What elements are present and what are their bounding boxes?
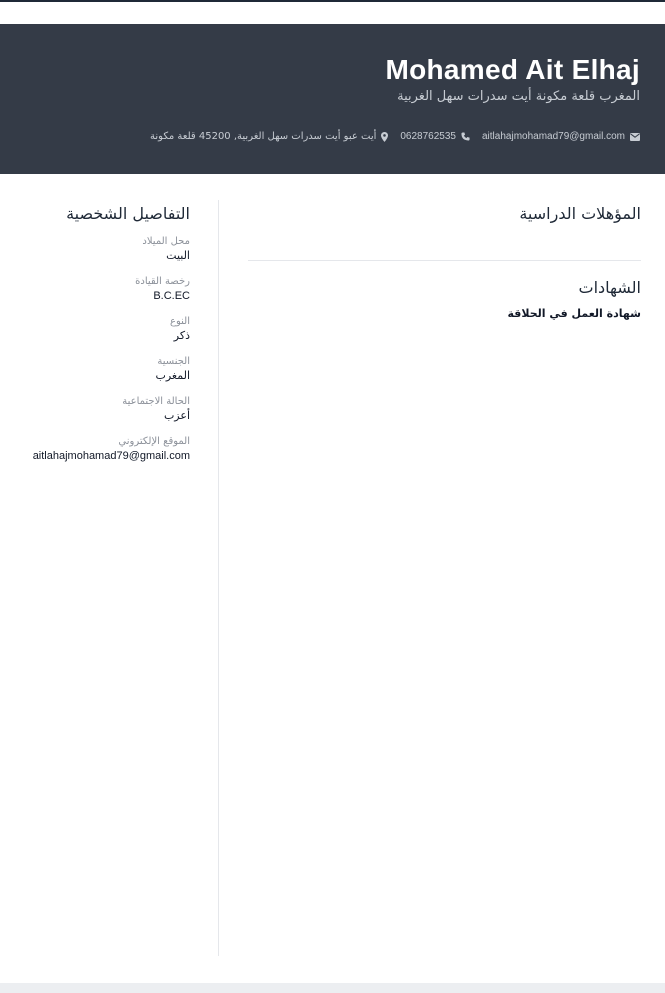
education-title: المؤهلات الدراسية	[519, 204, 641, 223]
certificates-section	[248, 278, 641, 320]
field-label: الجنسية	[157, 356, 190, 367]
field-value: B.C.EC	[153, 290, 190, 302]
contact-bar	[150, 131, 640, 142]
field-driving-license	[20, 275, 190, 303]
column-divider	[218, 200, 219, 956]
field-label: النوع	[170, 316, 190, 327]
contact-phone-text: 0628762535	[400, 131, 456, 142]
field-website	[20, 435, 190, 463]
section-separator	[248, 260, 641, 261]
contact-address	[150, 131, 388, 142]
education-section	[248, 204, 641, 223]
personal-details-title: التفاصيل الشخصية	[66, 204, 190, 223]
field-value: ذكر	[173, 329, 190, 342]
personal-details-column	[20, 200, 190, 475]
field-value-email[interactable]: aitlahajmohamad79@gmail.com	[32, 450, 190, 462]
field-label: الموقع الإلكتروني	[118, 436, 190, 447]
field-value: المغرب	[155, 369, 190, 382]
certificates-title: الشهادات	[578, 278, 641, 297]
envelope-icon	[630, 133, 640, 141]
field-birthplace	[20, 235, 190, 263]
field-label: رخصة القيادة	[135, 276, 190, 287]
contact-address-text: أيت عبو أيت سدرات سهل الغربية, 45200 قلعة مكونة	[150, 131, 377, 142]
bottom-border	[0, 983, 665, 993]
top-spacer	[0, 2, 665, 24]
field-nationality	[20, 355, 190, 383]
contact-phone[interactable]	[400, 131, 470, 142]
resume-header	[0, 24, 665, 174]
contact-email-text: aitlahajmohamad79@gmail.com	[482, 131, 625, 142]
certificate-item: شهادة العمل في الحلاقة	[507, 307, 641, 320]
field-label: الحالة الاجتماعية	[122, 396, 190, 407]
field-label: محل الميلاد	[142, 236, 190, 247]
contact-email[interactable]	[482, 131, 640, 142]
field-value: البيت	[166, 249, 190, 262]
field-value: أعزب	[163, 409, 190, 422]
field-gender	[20, 315, 190, 343]
map-marker-icon	[381, 132, 388, 142]
field-marital-status	[20, 395, 190, 423]
person-location: المغرب قلعة مكونة أيت سدرات سهل الغربية	[397, 89, 640, 104]
person-name: Mohamed Ait Elhaj	[385, 54, 640, 85]
phone-icon	[461, 132, 470, 141]
